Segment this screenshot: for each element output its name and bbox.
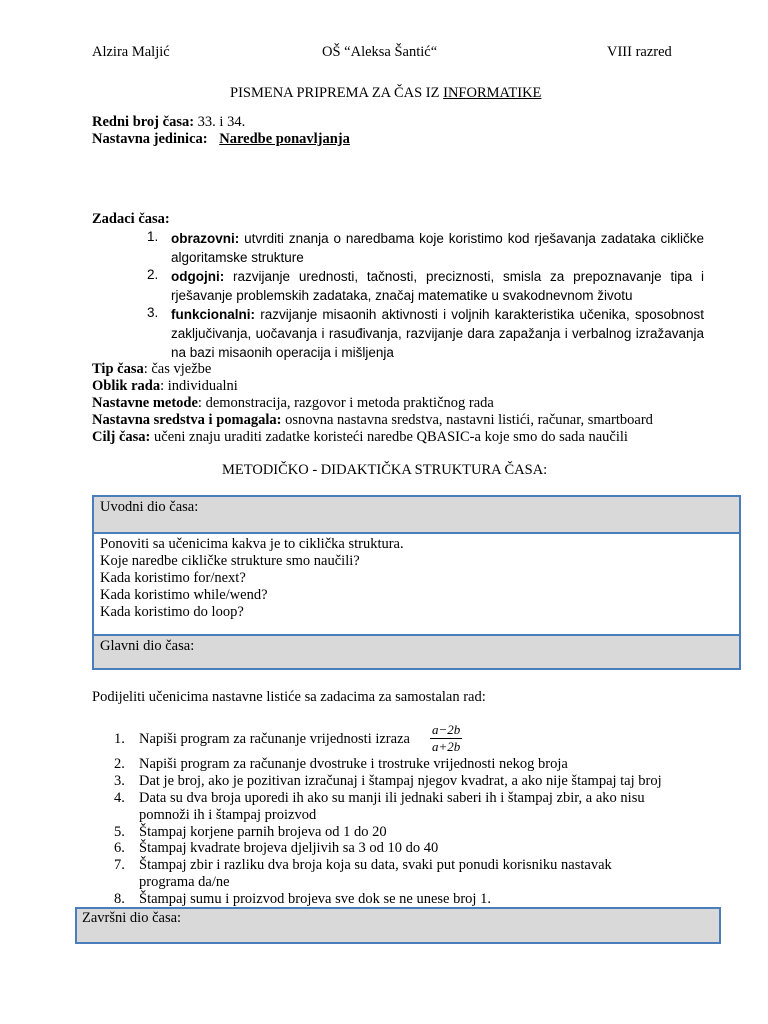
- tasks-heading: [92, 211, 170, 228]
- task-text: utvrditi znanja o naredbama koje koristimo kod rješavanja zadataka cikličke algoritamske strukture: [171, 231, 704, 265]
- worksheet-intro: Podijeliti učenicima nastavne listiće sa zadacima za samostalan rad:: [92, 689, 486, 705]
- exercise-number: 3.: [114, 773, 125, 789]
- intro-line: Kada koristimo for/next?: [100, 570, 246, 586]
- meta-sep: :: [160, 378, 168, 394]
- formula-numerator: a−2b: [432, 722, 461, 737]
- exercise-item: Dat je broj, ako je pozitivan izračunaj i štampaj njegov kvadrat, a ako nije štampaj taj broj: [139, 773, 662, 789]
- meta-label: Tip časa: [92, 361, 144, 377]
- intro-line: Koje naredbe cikličke strukture smo naučili?: [100, 553, 360, 569]
- title-subject: INFORMATIKE: [443, 85, 542, 101]
- meta-tip-casa: [92, 361, 211, 378]
- formula-denominator: a+2b: [432, 739, 461, 754]
- task-item-funkcionalni: [171, 305, 704, 362]
- meta-nastavne-metode: [92, 395, 494, 412]
- meta-label: Nastavne metode: [92, 395, 198, 411]
- lesson-number: [92, 114, 245, 131]
- task-item-odgojni: [171, 267, 704, 305]
- task-label: odgojni:: [171, 269, 225, 284]
- meta-sep: :: [143, 361, 152, 377]
- exercise-number: 8.: [114, 891, 125, 907]
- meta-oblik-rada: [92, 378, 238, 395]
- page-title: [230, 85, 541, 102]
- meta-label: Oblik rada: [92, 378, 161, 394]
- task-number: 1.: [147, 229, 159, 244]
- task-label: funkcionalni:: [171, 307, 255, 322]
- meta-label: Cilj časa:: [92, 429, 151, 445]
- meta-value: demonstracija, razgovor i metoda praktičnog rada: [205, 395, 494, 411]
- meta-value: osnovna nastavna sredstva, nastavni listići, računar, smartboard: [285, 412, 653, 428]
- meta-cilj-casa: [92, 429, 628, 446]
- exercise-item: Štampaj zbir i razliku dva broja koja su data, svaki put ponudi korisniku nastavak: [139, 857, 612, 873]
- author-name: Alzira Maljić: [92, 44, 170, 60]
- grade-label: VIII razred: [607, 44, 672, 60]
- exercise-item: Data su dva broja uporedi ih ako su manji ili jednaki saberi ih i štampaj zbir, a ako nisu: [139, 790, 645, 806]
- intro-line: Kada koristimo while/wend?: [100, 587, 268, 603]
- lesson-number-value: 33. i 34.: [194, 114, 246, 130]
- exercise-number: 7.: [114, 857, 125, 873]
- exercise-item-cont: programa da/ne: [139, 874, 230, 890]
- intro-line: Kada koristimo do loop?: [100, 604, 244, 620]
- task-number: 2.: [147, 267, 159, 282]
- intro-header: Uvodni dio časa:: [100, 499, 199, 515]
- lesson-unit-label: Nastavna jedinica:: [92, 131, 208, 147]
- meta-sep: :: [197, 395, 206, 411]
- meta-value: čas vježbe: [151, 361, 212, 377]
- meta-value: učeni znaju uraditi zadatke koristeći naredbe QBASIC-a koje smo do sada naučili: [154, 429, 628, 445]
- tasks-heading-text: Zadaci časa:: [92, 211, 170, 227]
- intro-line: Ponoviti sa učenicima kakva je to ciklička struktura.: [100, 536, 404, 552]
- exercise-number: 1.: [114, 731, 125, 747]
- exercise-number: 4.: [114, 790, 125, 806]
- exercise-item-cont: pomnoži ih i štampaj proizvod: [139, 807, 317, 823]
- task-number: 3.: [147, 305, 159, 320]
- formula-fraction: [430, 722, 462, 755]
- exercise-number: 2.: [114, 756, 125, 772]
- intro-questions: [100, 536, 404, 621]
- exercise-item: Štampaj kvadrate brojeva djeljivih sa 3 od 10 do 40: [139, 840, 439, 856]
- structure-title: METODIČKO - DIDAKTIČKA STRUKTURA ČASA:: [222, 462, 548, 478]
- main-header: Glavni dio časa:: [100, 638, 195, 654]
- lesson-number-label: Redni broj časa:: [92, 114, 195, 130]
- meta-nastavna-sredstva: [92, 412, 653, 429]
- final-header-cell: [75, 907, 721, 944]
- task-text: razvijanje misaonih aktivnosti i voljnih karakteristika učenika, sposobnost zaključivanja, uočavanja i rasuđivanja, razvijanje dara zapažanja i verbalnog izražavanja na bazi misaonih operacija i mišljenja: [171, 307, 704, 360]
- lesson-unit: [92, 131, 350, 148]
- intro-content-cell: [92, 532, 741, 636]
- lesson-unit-value: Naredbe ponavljanja: [219, 131, 350, 147]
- school-name: OŠ “Aleksa Šantić“: [322, 44, 438, 60]
- meta-value: individualni: [167, 378, 238, 394]
- main-header-cell: [92, 634, 741, 670]
- task-label: obrazovni:: [171, 231, 240, 246]
- title-prefix: PISMENA PRIPREMA ZA ČAS IZ: [230, 85, 444, 101]
- exercise-item: Štampaj sumu i proizvod brojeva sve dok se ne unese broj 1.: [139, 891, 491, 907]
- exercise-item: Štampaj korjene parnih brojeva od 1 do 20: [139, 824, 387, 840]
- meta-label: Nastavna sredstva i pomagala:: [92, 412, 282, 428]
- exercise-item: Napiši program za računanje vrijednosti izraza: [139, 731, 410, 747]
- exercise-number: 6.: [114, 840, 125, 856]
- exercise-number: 5.: [114, 824, 125, 840]
- final-header: Završni dio časa:: [82, 910, 182, 926]
- task-item-obrazovni: [171, 229, 704, 267]
- task-text: razvijanje urednosti, tačnosti, preciznosti, smisla za prepoznavanje tipa i rješavanje problemskih zadataka, značaj matematike u svakodnevnom životu: [171, 269, 704, 303]
- exercise-item: Napiši program za računanje dvostruke i trostruke vrijednosti nekog broja: [139, 756, 568, 772]
- intro-header-cell: [92, 495, 741, 534]
